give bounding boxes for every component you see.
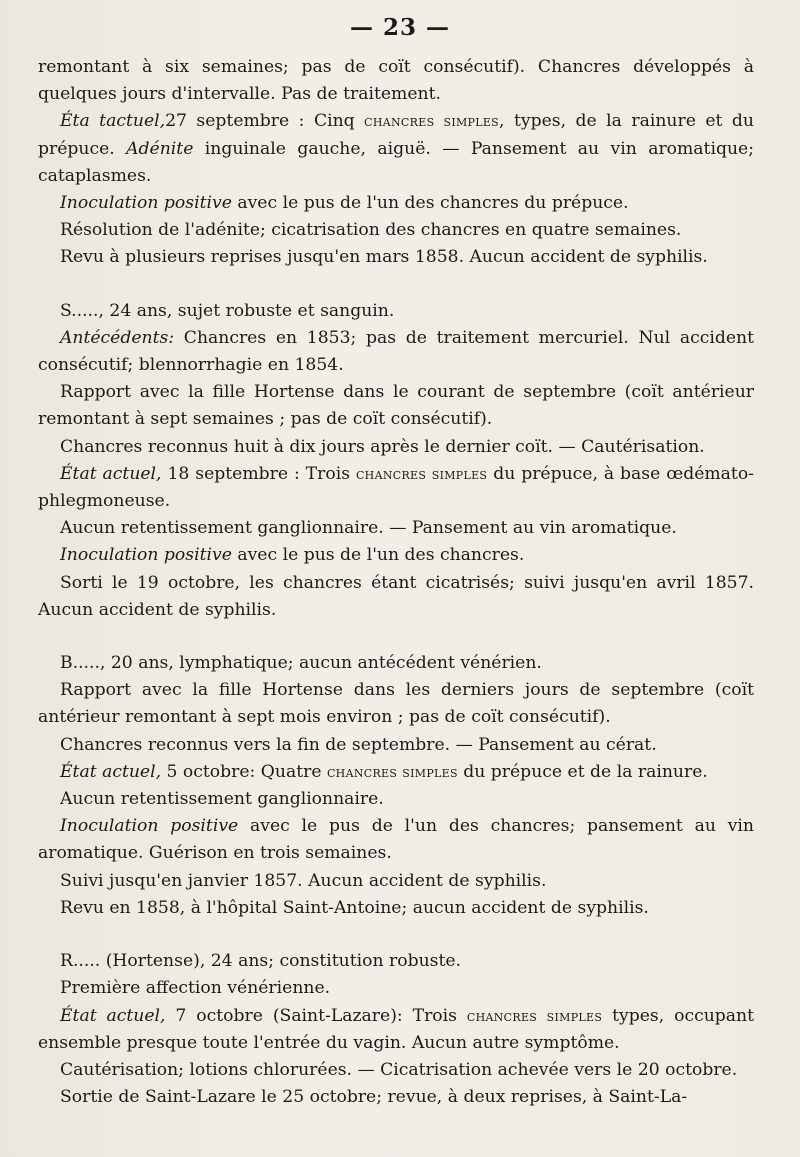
- paragraph: [38, 948, 754, 975]
- paragraph: [38, 542, 754, 569]
- paragraph: [38, 461, 754, 515]
- text-run: Rapport avec la fille Hortense dans les derniers jours de septembre (coït antérieur remontant à sept mois environ ; pas de coït consécutif).: [38, 680, 754, 728]
- paragraph: [38, 895, 754, 922]
- text-run: Aucun retentissement ganglionnaire. — Pansement au vin aromatique.: [60, 518, 677, 539]
- text-run: types, occupant ensemble presque toute l'entrée du vagin. Aucun autre symptôme.: [38, 1005, 755, 1053]
- paragraph: [38, 190, 754, 217]
- text-run: Rapport avec la fille Hortense dans le courant de septembre (coït antérieur remontant à sept semaines ; pas de coït consécutif).: [38, 382, 754, 430]
- text-run: Résolution de l'adénite; cicatrisation des chancres en quatre semaines.: [60, 220, 682, 241]
- paragraph: [38, 677, 754, 731]
- paragraph: [38, 515, 754, 542]
- text-run: Première affection vénérienne.: [60, 978, 331, 999]
- text-run: Chancres reconnus vers la fin de septembre. — Pansement au cérat.: [60, 734, 657, 755]
- italic-term: Éta tactuel,: [60, 111, 166, 132]
- text-run: Chancres en 1853; pas de traitement mercuriel. Nul accident consécutif; blennorrhagie en 1854.: [38, 327, 754, 376]
- text-run: 27 septembre : Cinq: [165, 111, 365, 132]
- text-run: Revu en 1858, à l'hôpital Saint-Antoine; aucun accident de syphilis.: [60, 897, 649, 918]
- small-caps-term: chancres simples: [326, 762, 458, 781]
- paragraph: [38, 732, 754, 759]
- italic-term: Inoculation positive: [60, 193, 232, 214]
- paragraph: [38, 570, 754, 624]
- text-run: Suivi jusqu'en janvier 1857. Aucun accident de syphilis.: [60, 870, 547, 891]
- text-run: Cautérisation; lotions chlorurées. — Cicatrisation achevée vers le 20 octobre.: [60, 1059, 738, 1080]
- text-run: Sortie de Saint-Lazare le 25 octobre; revue, à deux reprises, à Saint-La-: [60, 1087, 688, 1108]
- text-run: 18 septembre : Trois: [161, 463, 356, 484]
- italic-term: Antécédents:: [60, 327, 175, 348]
- paragraph: [38, 813, 754, 867]
- italic-term: État actuel,: [60, 761, 162, 782]
- text-run: remontant à six semaines; pas de coït consécutif). Chancres développés à quelques jours d'intervalle. Pas de traitement.: [38, 57, 754, 105]
- text-run: 7 octobre (Saint-Lazare): Trois: [165, 1005, 467, 1026]
- text-run: S....., 24 ans, sujet robuste et sanguin.: [60, 300, 395, 321]
- section-gap: [38, 272, 754, 298]
- paragraph: [38, 1057, 754, 1084]
- text-run: Aucun retentissement ganglionnaire.: [60, 789, 384, 810]
- paragraph: [38, 325, 754, 379]
- text-run: R..... (Hortense), 24 ans; constitution robuste.: [60, 951, 462, 972]
- text-run: Sorti le 19 octobre, les chancres étant cicatrisés; suivi jusqu'en avril 1857. Aucun accident de syphilis.: [38, 572, 754, 620]
- small-caps-term: chancres simples: [364, 112, 500, 131]
- section-gap: [38, 922, 754, 948]
- paragraph: [38, 975, 754, 1002]
- text-run: avec le pus de l'un des chancres.: [231, 545, 525, 566]
- paragraph: [38, 650, 754, 677]
- italic-term: État actuel,: [60, 1005, 166, 1026]
- italic-term: Inoculation positive: [60, 545, 232, 566]
- text-run: , types, de la rainure et du prépuce.: [38, 111, 755, 159]
- small-caps-term: chancres simples: [355, 464, 488, 483]
- paragraph: [38, 379, 754, 433]
- italic-term: Inoculation positive: [60, 816, 239, 837]
- text-run: du prépuce, à base œdémato-phlegmoneuse.: [38, 463, 754, 512]
- paragraph: [38, 759, 754, 786]
- paragraph: [38, 54, 754, 108]
- text-run: B....., 20 ans, lymphatique; aucun antécédent vénérien.: [60, 653, 542, 674]
- text-run: du prépuce et de la rainure.: [457, 761, 708, 782]
- paragraph: [38, 298, 754, 325]
- italic-term: État actuel,: [60, 463, 162, 484]
- paragraph: [38, 786, 754, 813]
- page-number: — 23 —: [349, 14, 451, 41]
- small-caps-term: chancres simples: [466, 1006, 603, 1025]
- italic-term: Adénite: [126, 138, 194, 159]
- paragraph: [38, 108, 754, 190]
- text-run: Chancres reconnus huit à dix jours après le dernier coït. — Cautérisation.: [60, 436, 705, 457]
- paragraph: [38, 217, 754, 244]
- section-gap: [38, 624, 754, 650]
- paragraph: [38, 434, 754, 461]
- paragraph: [38, 1003, 754, 1057]
- text-run: Revu à plusieurs reprises jusqu'en mars 1858. Aucun accident de syphilis.: [60, 247, 708, 268]
- text-run: 5 octobre: Quatre: [161, 761, 327, 782]
- paragraph: [38, 244, 754, 271]
- page-body: [38, 54, 754, 1111]
- text-run: avec le pus de l'un des chancres du prépuce.: [231, 193, 629, 214]
- paragraph: [38, 1084, 754, 1111]
- text-run: inguinale gauche, aiguë. — Pansement au vin aromatique; cataplasmes.: [38, 138, 754, 186]
- paragraph: [38, 868, 754, 895]
- text-run: avec le pus de l'un des chancres; pansement au vin aromatique. Guérison en trois semaines.: [38, 816, 754, 864]
